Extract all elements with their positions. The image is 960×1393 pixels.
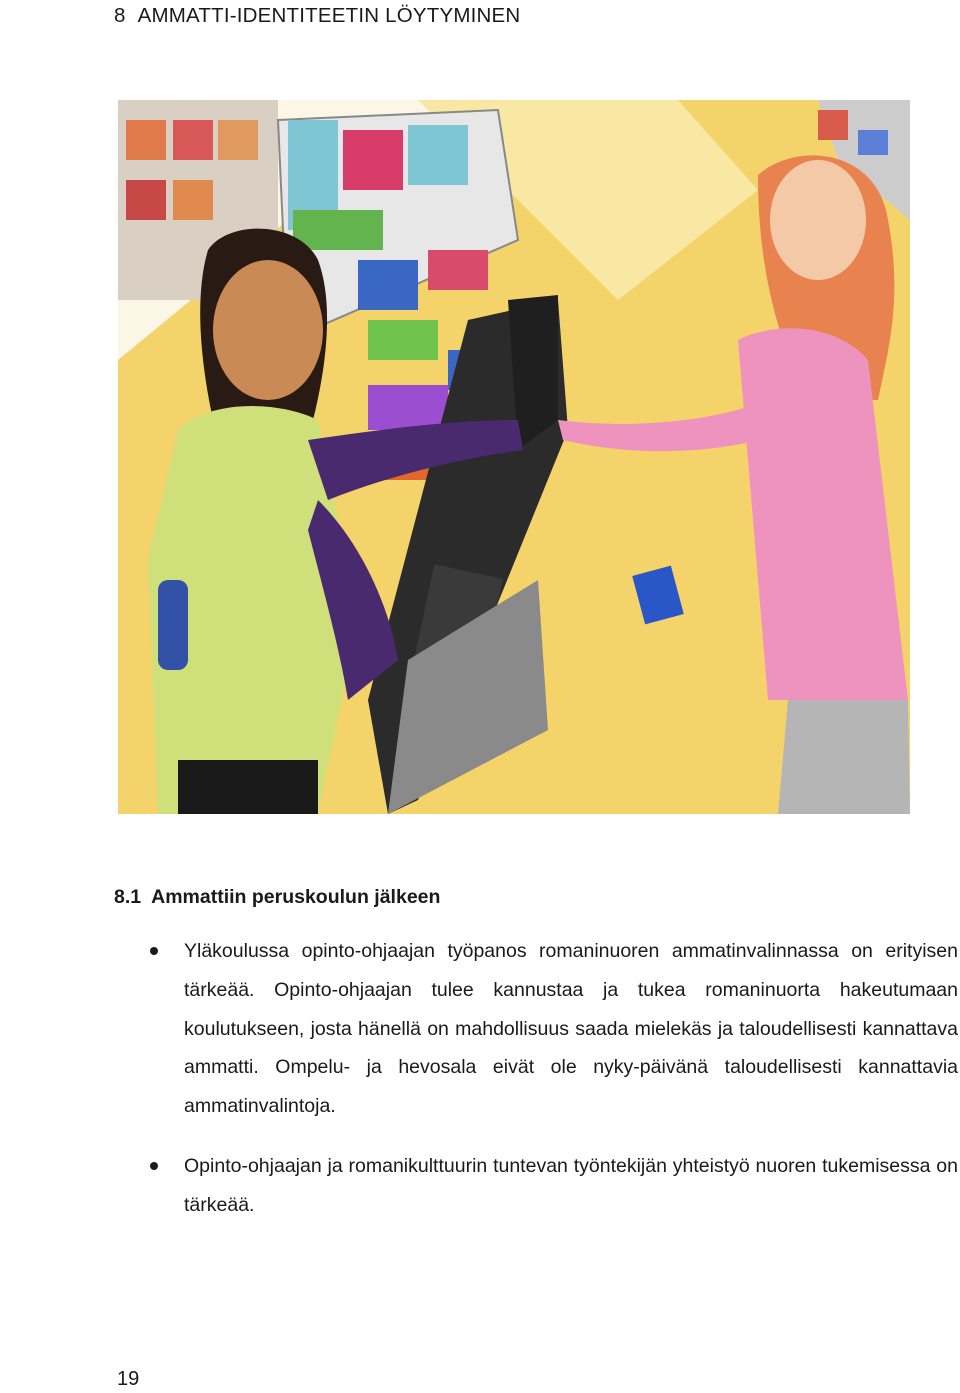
chapter-number: 8 [114, 4, 126, 27]
bullet-icon [150, 1162, 158, 1170]
list-item-text: Opinto-ohjaajan ja romanikulttuurin tuntevan työntekijän yhteistyö nuoren tukemisessa on tärkeää. [184, 1154, 958, 1216]
chapter-title: AMMATTI-IDENTITEETIN LÖYTYMINEN [137, 4, 521, 27]
bullet-icon [150, 947, 158, 955]
section-heading [114, 886, 440, 909]
bullet-list [150, 932, 958, 1225]
section-number: 8.1 [114, 886, 142, 908]
list-item [150, 1147, 958, 1225]
section-title: Ammattiin peruskoulun jälkeen [151, 886, 441, 908]
list-item-text: Yläkoulussa opinto-ohjaajan työpanos romaninuoren ammatinvalinnassa on erityisen tärkeää. Opinto-ohjaajan tulee kannustaa ja tukea romaninuorta hakeutumaan koulutukseen, josta hänellä on mahdollisuus saada mielekäs ja taloudellisesti kannattava ammatti. Ompelu- ja hevosala eivät ole nyky-päivänä taloudellisesti kannattavia ammatinvalintoja. [184, 940, 958, 1118]
list-item [150, 932, 958, 1126]
chapter-heading [114, 4, 520, 28]
page-number: 19 [117, 1368, 140, 1390]
supermarket-checkout-illustration [118, 100, 910, 814]
